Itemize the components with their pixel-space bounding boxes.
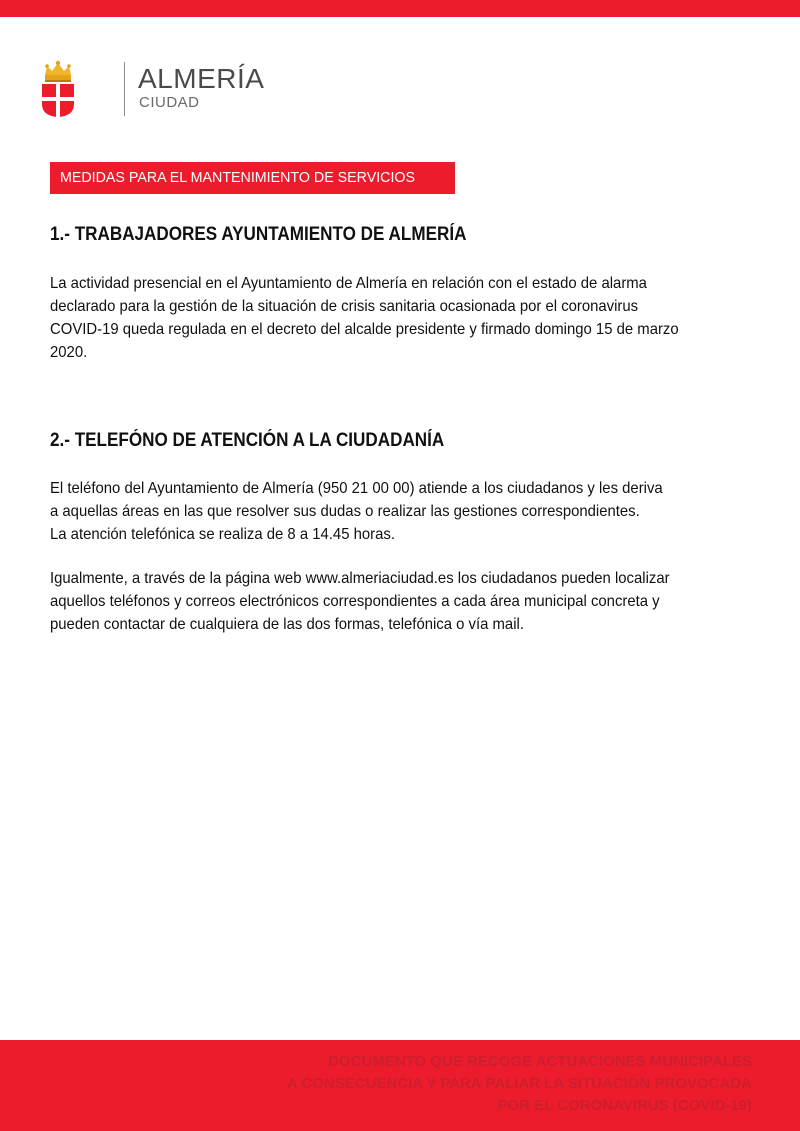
text-line: Igualmente, a través de la página web www.almeriaciudad.es los ciudadanos pueden localizar	[50, 570, 670, 587]
banner-label: MEDIDAS PARA EL MANTENIMIENTO DE SERVICIOS	[60, 169, 416, 186]
text-line: declarado para la gestión de la situación de crisis sanitaria ocasionada por el coronavirus	[50, 298, 639, 315]
text-line: COVID-19 queda regulada en el decreto del alcalde presidente y firmado domingo 15 de marzo	[50, 321, 679, 338]
section-banner	[50, 162, 455, 194]
footer-line: POR EL CORONAVIRUS (COVID-19)	[497, 1097, 752, 1114]
section-1-heading: 1.- TRABAJADORES AYUNTAMIENTO DE ALMERÍA	[50, 224, 467, 245]
footer-line: A CONSECUENCIA Y PARA PALIAR LA SITUACIÓN PROVOCADA	[286, 1075, 752, 1092]
section-2-paragraph-1	[50, 477, 750, 546]
section-2-paragraph-2	[50, 567, 750, 636]
footer-red-bar	[0, 1040, 800, 1131]
logo-subtitle: CIUDAD	[139, 94, 200, 111]
text-line: pueden contactar de cualquiera de las dos formas, telefónica o vía mail.	[50, 616, 524, 633]
text-line: La atención telefónica se realiza de 8 a 14.45 horas.	[50, 526, 395, 543]
logo-divider	[124, 62, 125, 116]
footer-note	[287, 1051, 752, 1117]
section-2-heading: 2.- TELEFÓNO DE ATENCIÓN A LA CIUDADANÍA	[50, 430, 445, 451]
logo-name: ALMERÍA	[138, 63, 265, 94]
section-1-paragraph	[50, 272, 750, 364]
almeria-logo	[38, 60, 298, 120]
top-red-bar	[0, 0, 800, 17]
text-line: El teléfono del Ayuntamiento de Almería (950 21 00 00) atiende a los ciudadanos y les deriva	[50, 480, 663, 497]
text-line: a aquellas áreas en las que resolver sus dudas o realizar las gestiones correspondientes.	[50, 503, 640, 520]
coat-of-arms-icon	[38, 60, 78, 118]
text-line: aquellos teléfonos y correos electrónicos correspondientes a cada área municipal concreta y	[50, 593, 660, 610]
footer-line: DOCUMENTO QUE RECOGE ACTUACIONES MUNICIPALES	[328, 1053, 752, 1070]
text-line: 2020.	[50, 344, 88, 361]
text-line: La actividad presencial en el Ayuntamiento de Almería en relación con el estado de alarma	[50, 275, 647, 292]
